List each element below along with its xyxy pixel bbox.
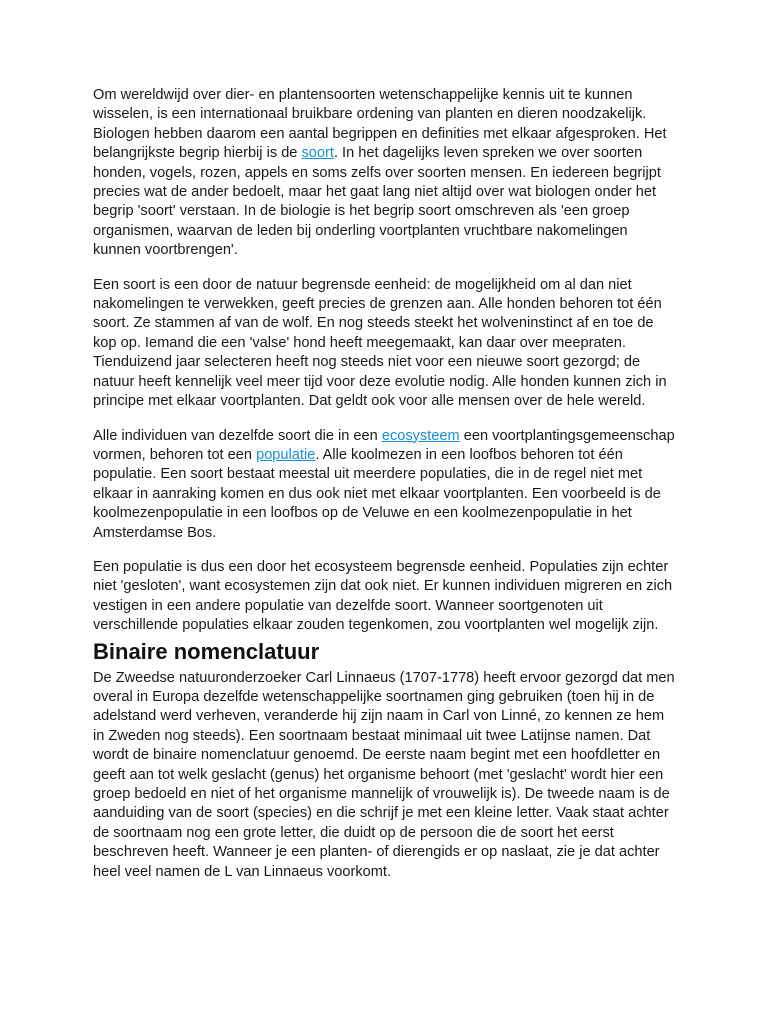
paragraph-text: . In het dagelijks leven spreken we over soorten honden, vogels, rozen, appels en soms zelfs over soorten mensen. En iedereen begrijpt precies wat de ander bedoelt, maar het gaat lang niet altijd over wat biologen onder het begrip 'soort' verstaan. In de biologie is het begrip soort omschreven als 'een groep organismen, waarvan de leden bij onderling voortplanten vruchtbare nakomelingen kunnen voortbrengen'. [93, 145, 661, 259]
paragraph-text: Een soort is een door de natuur begrensde eenheid: de mogelijkheid om al dan niet nakomelingen te verwekken, geeft precies de grenzen aan. Alle honden behoren tot één soort. Ze stammen af van de wolf. En nog steeds steekt het wolveninstinct af en toe de kop op. Iemand die een 'valse' hond heeft meegemaakt, kan daar over meepraten. Tienduizend jaar selecteren heeft nog steeds niet voor een nieuwe soort gezorgd; de natuur heeft kennelijk veel meer tijd voor deze evolutie nodig. Alle honden kunnen zich in principe met elkaar voortplanten. Dat geldt ook voor alle mensen over de hele wereld. [93, 276, 667, 410]
paragraph-text: een voortplantingsgemeenschap vormen, behoren tot een [93, 427, 675, 463]
link-populatie[interactable]: populatie [256, 446, 316, 463]
link-soort[interactable]: soort [301, 145, 334, 162]
link-ecosysteem[interactable]: ecosysteem [381, 427, 460, 444]
paragraph-populatie [93, 427, 678, 543]
section-heading: Binaire nomenclatuur [93, 638, 320, 664]
paragraph-text: Een populatie is dus een door het ecosysteem begrensde eenheid. Populaties zijn echter niet 'gesloten', want ecosystemen zijn dat ook niet. Er kunnen individuen migreren en zich vestigen in een andere populatie van dezelfde soort. Wanneer soortgenoten uit verschillende populaties elkaar zouden tegenkomen, zou voortplanten wel mogelijk zijn. [93, 558, 673, 634]
paragraph-text: . Alle koolmezen in een loofbos behoren tot één populatie. Een soort bestaat meestal uit meerdere populaties, die in de regel niet met elkaar in aanraking komen en dus ook niet met elkaar voortplanten. Een voorbeeld is de koolmezenpopulatie in een loofbos op de Veluwe en een koolmezenpopulatie in het Amsterdamse Bos. [93, 446, 661, 541]
paragraph-ecosysteem [93, 558, 678, 636]
paragraph-linnaeus: De Zweedse natuuronderzoeker Carl Linnaeus (1707-1778) heeft ervoor gezorgd dat men overal in Europa dezelfde wetenschappelijke soortnamen ging gebruiken (toen hij in de adelstand werd verheven, veranderde hij zijn naam in Carl von Linné, zo kennen ze hem in Zweden nog steeds). Een soortnaam bestaat minimaal uit twee Latijnse namen. Dat wordt de binaire nomenclatuur genoemd. De eerste naam begint met een hoofdletter en geeft aan tot welk geslacht (genus) het organisme behoort (met 'geslacht' wordt hier een groep bedoeld en niet of het organisme mannelijk of vrouwelijk is). De tweede naam is de aanduiding van de soort (species) en die schrijf je met een kleine letter. Vaak staat achter de soortnaam nog een grote letter, die duidt op de persoon die de soort het eerst beschreven heeft. Wanneer je een planten- of dierengids er op naslaat, zie je dat achter heel veel namen de L van Linnaeus voorkomt. [93, 669, 675, 880]
paragraph-text: Alle individuen van dezelfde soort die in een [93, 427, 382, 444]
paragraph-soort [93, 86, 678, 261]
paragraph-natuur [93, 276, 678, 412]
paragraph-text: Om wereldwijd over dier- en plantensoorten wetenschappelijke kennis uit te kunnen wisselen, is een internationaal bruikbare ordening van planten en dieren noodzakelijk. Biologen hebben daarom een aantal begrippen en definities met elkaar afgesproken. Het belangrijkste begrip hierbij is de [93, 87, 667, 162]
document-page [93, 86, 678, 897]
